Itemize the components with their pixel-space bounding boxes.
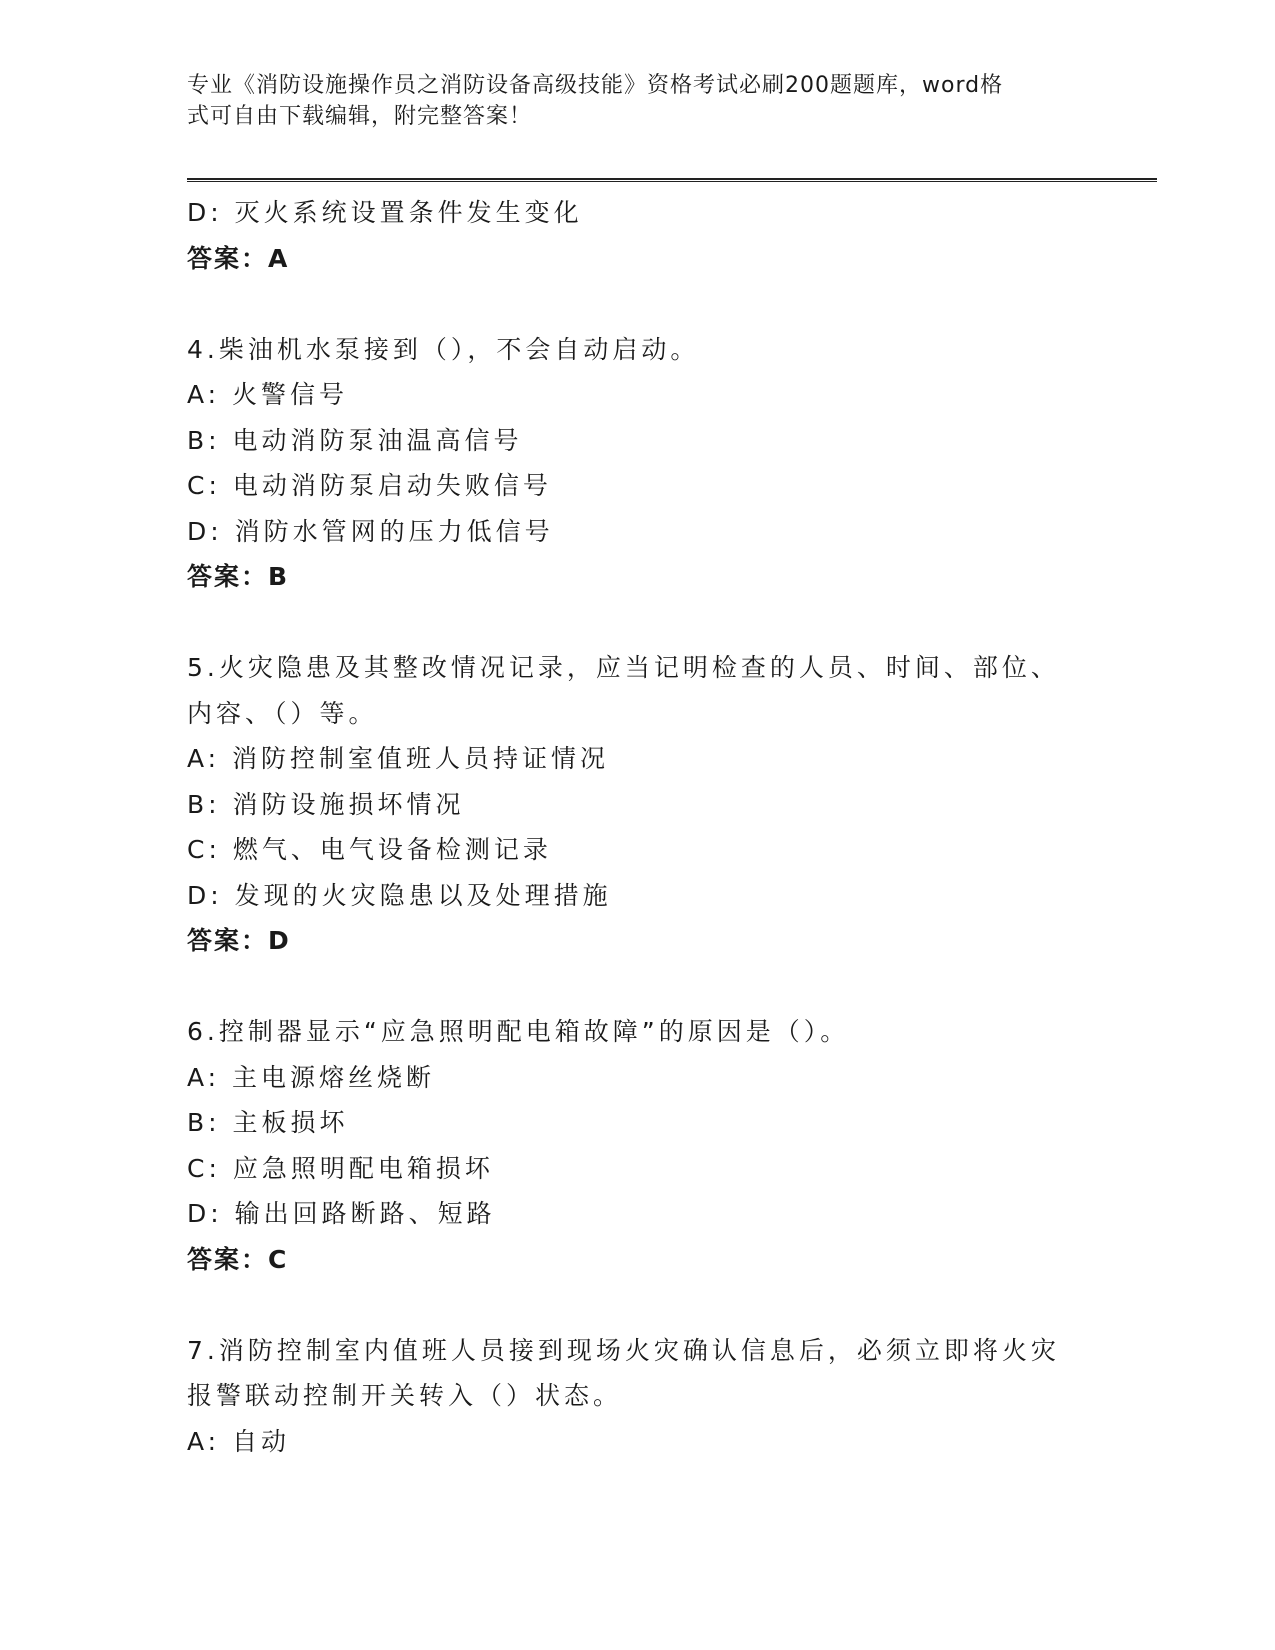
spacer xyxy=(187,1282,1087,1328)
question-text: 4.柴油机水泵接到（），不会自动启动。 xyxy=(187,334,700,364)
header-title-line-1: 专业《消防设施操作员之消防设备高级技能》资格考试必刷200题题库，word格 xyxy=(187,73,1004,98)
option-d: D: 消防水管网的压力低信号 xyxy=(187,516,554,546)
option-c: C: 应急照明配电箱损坏 xyxy=(187,1153,494,1183)
document-header xyxy=(187,70,1067,132)
option-d: D: 发现的火灾隐患以及处理措施 xyxy=(187,880,612,910)
header-divider xyxy=(187,178,1157,182)
answer-label: 答案：D xyxy=(187,926,291,955)
option-a: A: 火警信号 xyxy=(187,380,349,409)
question-list xyxy=(187,190,1087,1464)
question-text-line-1: 7.消防控制室内值班人员接到现场火灾确认信息后，必须立即将火灾 xyxy=(187,1335,1060,1365)
option-a: A: 消防控制室值班人员持证情况 xyxy=(187,744,610,773)
answer-label: 答案：B xyxy=(187,562,290,591)
option-a: A: 自动 xyxy=(187,1426,291,1456)
question-text-line-1: 5.火灾隐患及其整改情况记录，应当记明检查的人员、时间、部位、 xyxy=(187,653,1060,682)
question-5 xyxy=(187,645,1087,964)
question-text-line-2: 报警联动控制开关转入（）状态。 xyxy=(187,1381,623,1410)
option-b: B: 电动消防泵油温高信号 xyxy=(187,425,523,455)
option-a: A: 主电源熔丝烧断 xyxy=(187,1062,436,1092)
answer-label: 答案：C xyxy=(187,1244,289,1274)
question-7 xyxy=(187,1328,1087,1465)
answer-label: 答案：A xyxy=(187,243,290,273)
option-c: C: 燃气、电气设备检测记录 xyxy=(187,835,552,864)
question-4 xyxy=(187,327,1087,600)
question-3 xyxy=(187,190,1087,281)
spacer xyxy=(187,600,1087,646)
header-title-line-2: 式可自由下载编辑，附完整答案！ xyxy=(187,104,533,129)
question-6 xyxy=(187,1009,1087,1282)
spacer xyxy=(187,964,1087,1010)
question-text: 6.控制器显示“应急照明配电箱故障”的原因是（）。 xyxy=(187,1017,850,1046)
option-d: D: 输出回路断路、短路 xyxy=(187,1199,496,1228)
option-c: C: 电动消防泵启动失败信号 xyxy=(187,471,552,500)
option-b: B: 消防设施损坏情况 xyxy=(187,789,465,819)
question-text-line-2: 内容、（）等。 xyxy=(187,698,378,728)
option-d: D: 灭火系统设置条件发生变化 xyxy=(187,198,583,227)
spacer xyxy=(187,281,1087,327)
option-b: B: 主板损坏 xyxy=(187,1108,349,1137)
